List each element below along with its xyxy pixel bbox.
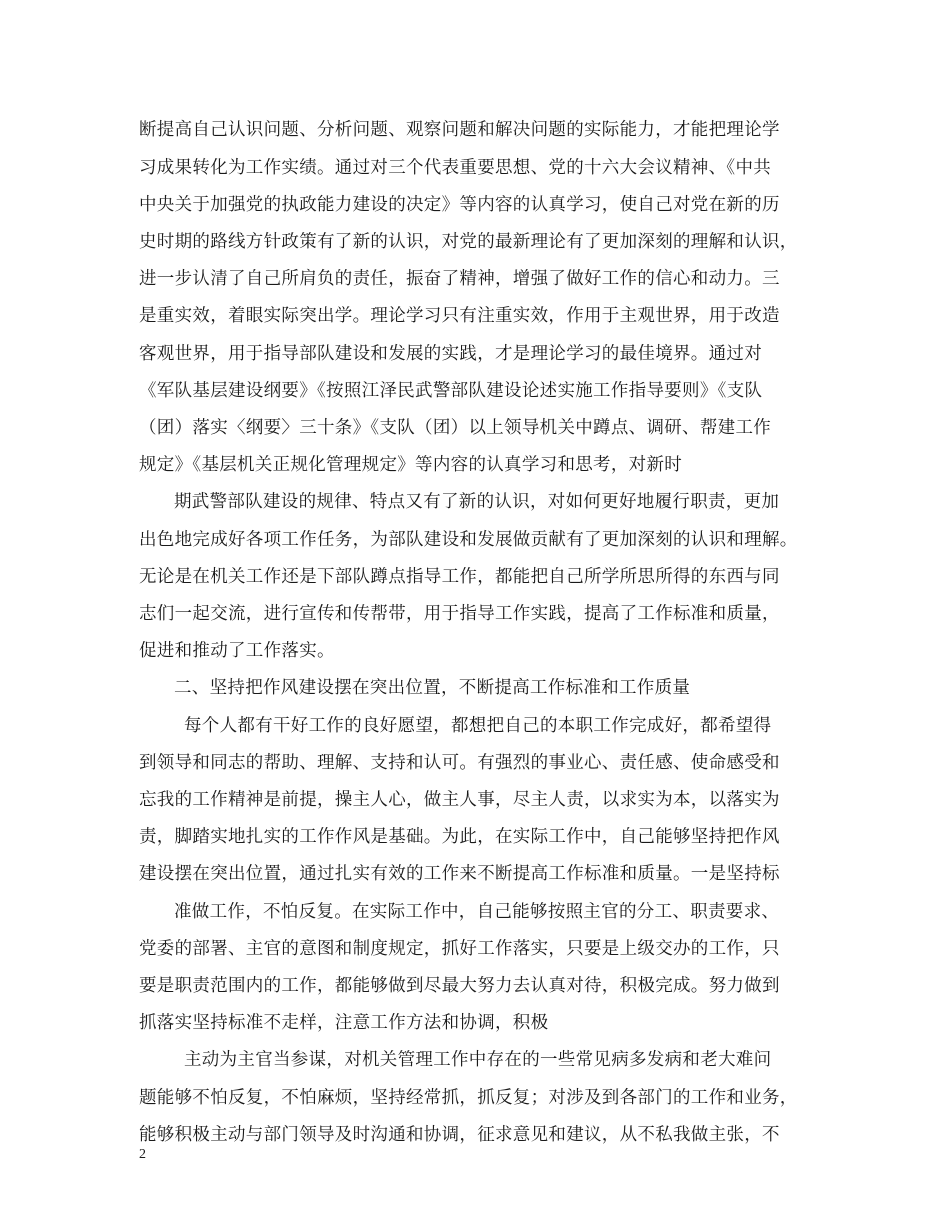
body-text-line: 中央关于加强党的执政能力建设的决定》等内容的认真学习，使自己对党在新的历: [139, 195, 780, 215]
body-text-line: 断提高自己认识问题、分析问题、观察问题和解决问题的实际能力，才能把理论学: [139, 120, 780, 140]
body-text-line: 抓落实坚持标准不走样，注意工作方法和协调，积极: [139, 1013, 549, 1033]
body-text-line: 能够积极主动与部门领导及时沟通和协调，征求意见和建议，从不私我做主张，不: [139, 1125, 780, 1145]
body-text-line: 准做工作，不怕反复。在实际工作中，自己能够按照主官的分工、职责要求、: [174, 902, 780, 922]
body-text-line: 要是职责范围内的工作，都能够做到尽最大努力去认真对待，积极完成。努力做到: [139, 976, 780, 996]
body-text-line: 忘我的工作精神是前提，操主人心，做主人事，尽主人责，以求实为本，以落实为: [139, 790, 780, 810]
body-text-line: 到领导和同志的帮助、理解、支持和认可。有强烈的事业心、责任感、使命感受和: [139, 753, 780, 773]
body-text-line: 责，脚踏实地扎实的工作作风是基础。为此，在实际工作中，自己能够坚持把作风: [139, 827, 780, 847]
body-text-line: 主动为主官当参谋，对机关管理工作中存在的一些常见病多发病和老大难问: [184, 1050, 772, 1070]
body-text-line: 建设摆在突出位置，通过扎实有效的工作来不断提高工作标准和质量。一是坚持标: [139, 864, 780, 884]
body-text-line: 客观世界，用于指导部队建设和发展的实践，才是理论学习的最佳境界。通过对: [139, 344, 762, 364]
body-text-line: 每个人都有干好工作的良好愿望，都想把自己的本职工作完成好，都希望得: [184, 716, 772, 736]
body-text-line: 是重实效，着眼实际突出学。理论学习只有注重实效，作用于主观世界，用于改造: [139, 306, 780, 326]
body-text-line: 习成果转化为工作实绩。通过对三个代表重要思想、党的十六大会议精神、《中共: [139, 158, 772, 178]
page-number: 2: [139, 1147, 146, 1162]
body-text-line: 规定》《基层机关正规化管理规定》等内容的认真学习和思考，对新时: [139, 455, 683, 475]
body-text-line: 无论是在机关工作还是下部队蹲点指导工作，都能把自己所学所思所得的东西与同: [139, 567, 780, 587]
body-text-line: （团）落实〈纲要〉三十条》《支队（团）以上领导机关中蹲点、调研、帮建工作: [139, 418, 772, 438]
section-heading: 二、坚持把作风建设摆在突出位置，不断提高工作标准和工作质量: [174, 678, 691, 698]
body-text-line: 党委的部署、主官的意图和制度规定，抓好工作落实，只要是上级交办的工作，只: [139, 939, 780, 959]
body-text-line: 题能够不怕反复，不怕麻烦，坚持经常抓，抓反复；对涉及到各部门的工作和业务，: [139, 1088, 798, 1108]
body-text-line: 出色地完成好各项工作任务，为部队建设和发展做贡献有了更加深刻的认识和理解。: [139, 530, 798, 550]
body-text-line: 志们一起交流，进行宣传和传帮带，用于指导工作实践，提高了工作标准和质量，: [139, 604, 780, 624]
body-text-line: 《军队基层建设纲要》《按照江泽民武警部队建设论述实施工作指导要则》《支队: [139, 381, 763, 401]
body-text-line: 史时期的路线方针政策有了新的认识，对党的最新理论有了更加深刻的理解和认识，: [139, 232, 798, 252]
body-text-line: 促进和推动了工作落实。: [139, 641, 335, 661]
body-text-line: 进一步认清了自己所肩负的责任，振奋了精神，增强了做好工作的信心和动力。三: [139, 269, 780, 289]
body-text-line: 期武警部队建设的规律、特点又有了新的认识，对如何更好地履行职责，更加: [174, 492, 780, 512]
